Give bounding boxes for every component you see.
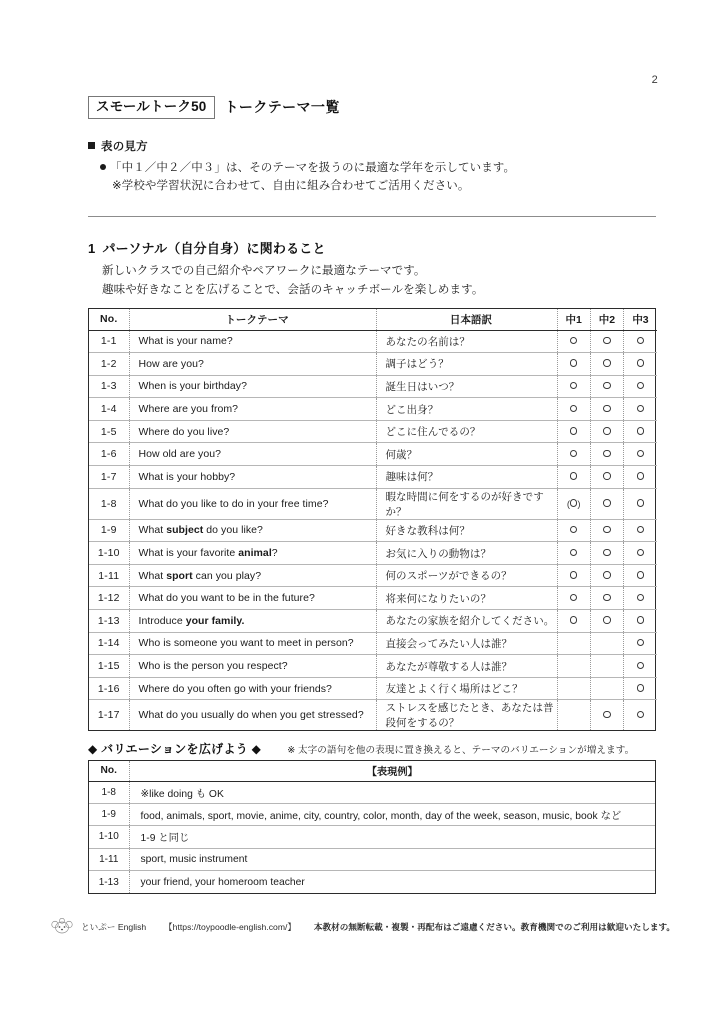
- row-grade-1-mark: [557, 610, 590, 633]
- row-grade-1-mark: [557, 677, 590, 700]
- circle-mark-icon: [570, 337, 578, 345]
- footer-brand: といぷー English: [81, 921, 147, 932]
- circle-mark-icon: [570, 359, 578, 367]
- row-japanese: 直接会ってみたい人は誰？: [376, 632, 557, 655]
- column-header-grade-1: 中1: [557, 309, 590, 330]
- title-badge: スモールトーク50: [88, 96, 215, 119]
- row-grade-2-mark: [590, 587, 623, 610]
- variation-row-example: 1-9 と同じ: [129, 826, 655, 848]
- circle-mark-icon: [570, 526, 578, 534]
- row-japanese: 暇な時間に何をするのが好きですか？: [376, 488, 557, 519]
- circle-mark-icon: [603, 337, 611, 345]
- variation-row: [89, 848, 655, 870]
- circle-mark-icon: [570, 616, 578, 624]
- row-grade-2-mark: [590, 443, 623, 466]
- row-grade-2-mark: [590, 375, 623, 398]
- row-japanese: どこに住んでるの？: [376, 420, 557, 443]
- table-row: [89, 488, 657, 519]
- circle-mark-icon: [637, 472, 645, 480]
- how-to-read-heading: [88, 138, 515, 157]
- row-grade-2-mark: [590, 610, 623, 633]
- row-number: 1-15: [97, 660, 120, 673]
- circle-mark-icon: [603, 711, 611, 719]
- circle-mark-icon: [603, 382, 611, 390]
- parenthesized-circle-mark-icon: ( ): [566, 498, 581, 510]
- variation-heading-row: [88, 740, 656, 757]
- row-number: 1-17: [97, 709, 120, 722]
- circle-mark-icon: [637, 662, 645, 670]
- row-number: 1-10: [97, 547, 120, 560]
- row-grade-1-mark: [557, 353, 590, 376]
- circle-mark-icon: [570, 571, 578, 579]
- row-theme: What do you like to do in your free time?: [129, 488, 376, 519]
- circle-mark-icon: [603, 359, 611, 367]
- row-theme: Where do you often go with your friends?: [129, 677, 376, 700]
- page-footer: [0, 918, 724, 935]
- theme-keyword: your family.: [185, 614, 245, 627]
- row-grade-3-mark: [624, 398, 657, 421]
- circle-mark-icon: [637, 711, 645, 719]
- row-grade-1-mark: [557, 420, 590, 443]
- row-number: 1-16: [97, 682, 120, 695]
- circle-mark-icon: [637, 405, 645, 413]
- row-number: 1-4: [100, 403, 117, 416]
- row-grade-3-mark: [624, 564, 657, 587]
- row-grade-3-mark: [624, 330, 657, 353]
- table-row: [89, 655, 657, 678]
- talk-theme-table: [88, 308, 656, 731]
- row-number: 1-14: [97, 637, 120, 650]
- row-number: 1-12: [97, 592, 120, 605]
- circle-mark-icon: [637, 594, 645, 602]
- theme-keyword: animal: [238, 547, 272, 560]
- section-desc-line-1: 新しいクラスでの自己紹介やペアワークに最適なテーマです。: [102, 265, 426, 277]
- row-number: 1-7: [100, 470, 117, 483]
- row-japanese: 誕生日はいつ？: [376, 375, 557, 398]
- row-grade-1-mark: [557, 700, 590, 731]
- row-japanese: 友達とよく行く場所はどこ？: [376, 677, 557, 700]
- row-theme: How old are you?: [129, 443, 376, 466]
- variation-row-example: your friend, your homeroom teacher: [129, 871, 655, 893]
- row-number: 1-6: [100, 448, 117, 461]
- circle-mark-icon: [603, 405, 611, 413]
- footer-url[interactable]: 【https://toypoodle-english.com/】: [164, 921, 297, 932]
- how-to-read-block: [88, 138, 515, 196]
- theme-keyword: sport: [166, 569, 193, 582]
- row-grade-2-mark: [590, 488, 623, 519]
- circle-mark-icon: [570, 427, 578, 435]
- square-bullet-icon: [88, 142, 95, 149]
- circle-mark-icon: [637, 499, 645, 507]
- circle-mark-icon: [603, 526, 611, 534]
- table-row: [89, 443, 657, 466]
- variation-row: [89, 781, 655, 803]
- circle-mark-icon: [603, 616, 611, 624]
- column-header-grade-2: 中2: [590, 309, 623, 330]
- how-to-read-line-2: ※学校や学習状況に合わせて、自由に組み合わせてご活用ください。: [112, 180, 470, 193]
- variation-column-header-example: 【表現例】: [129, 761, 655, 781]
- variation-header-row: [89, 761, 655, 781]
- footer-text: [81, 921, 675, 933]
- circle-mark-icon: [637, 359, 645, 367]
- section-block: [88, 238, 658, 299]
- row-grade-1-mark: [557, 398, 590, 421]
- variation-row-number: 1-13: [98, 876, 119, 888]
- row-number: 1-11: [98, 569, 120, 582]
- row-grade-3-mark: [624, 700, 657, 731]
- footer-notice: 本教材の無断転載・複製・再配布はご遠慮ください。教育機関でのご利用は歓迎いたします。: [313, 921, 675, 932]
- circle-mark-icon: [570, 382, 578, 390]
- row-theme: When is your birthday?: [129, 375, 376, 398]
- row-grade-2-mark: [590, 330, 623, 353]
- table-row: [89, 632, 657, 655]
- row-japanese: お気に入りの動物は？: [376, 542, 557, 565]
- section-divider: [88, 216, 656, 217]
- row-grade-1-mark: [557, 519, 590, 542]
- table-row: [89, 330, 657, 353]
- table-row: [89, 398, 657, 421]
- circle-mark-icon: [637, 571, 645, 579]
- row-japanese: あなたの名前は？: [376, 330, 557, 353]
- row-theme: Where do you live?: [129, 420, 376, 443]
- variation-row-number: 1-11: [99, 853, 119, 865]
- row-grade-2-mark: [590, 655, 623, 678]
- page-title: トークテーマ一覧: [224, 99, 340, 116]
- variation-row-example: food, animals, sport, movie, anime, city, country, color, month, day of the week, season, music, book など: [129, 803, 655, 825]
- table-row: [89, 420, 657, 443]
- table-row: [89, 564, 657, 587]
- row-japanese: 調子はどう？: [376, 353, 557, 376]
- circle-mark-icon: [637, 549, 645, 557]
- table-row: [89, 700, 657, 731]
- circle-mark-icon: [570, 499, 578, 507]
- section-title-label: パーソナル（自分自身）に関わること: [102, 241, 326, 256]
- theme-keyword: subject: [166, 524, 204, 537]
- row-grade-1-mark: [557, 587, 590, 610]
- row-grade-2-mark: [590, 542, 623, 565]
- row-number: 1-8: [100, 497, 117, 510]
- variation-heading: ◆ バリエーションを広げよう ◆: [88, 742, 262, 756]
- row-grade-3-mark: [624, 610, 657, 633]
- table-row: [89, 375, 657, 398]
- row-japanese: 何歳？: [376, 443, 557, 466]
- row-grade-1-mark: [557, 632, 590, 655]
- how-to-read-heading-label: 表の見方: [101, 141, 148, 153]
- variation-row-number: 1-10: [98, 831, 119, 843]
- circle-mark-icon: [570, 594, 578, 602]
- circle-mark-icon: [637, 427, 645, 435]
- row-grade-2-mark: [590, 564, 623, 587]
- row-theme: What sport can you play?: [129, 564, 376, 587]
- row-theme: Where are you from?: [129, 398, 376, 421]
- row-grade-3-mark: [624, 420, 657, 443]
- circle-mark-icon: [637, 382, 645, 390]
- poodle-logo-icon: [49, 918, 75, 935]
- column-header-japanese: 日本語訳: [376, 309, 557, 330]
- variation-row: [89, 871, 655, 893]
- row-japanese: 何のスポーツができるの？: [376, 564, 557, 587]
- variation-note: ※ 太字の語句を他の表現に置き換えると、テーマのバリエーションが増えます。: [287, 745, 635, 756]
- page-number: 2: [651, 74, 658, 86]
- row-theme: Who is the person you respect?: [129, 655, 376, 678]
- row-grade-1-mark: [557, 655, 590, 678]
- row-grade-3-mark: [624, 466, 657, 489]
- circle-mark-icon: [603, 549, 611, 557]
- variation-row: [89, 826, 655, 848]
- row-japanese: 好きな教科は何？: [376, 519, 557, 542]
- variation-table: [88, 760, 656, 894]
- row-theme: How are you?: [129, 353, 376, 376]
- variation-row-number: 1-8: [101, 786, 116, 798]
- circle-mark-icon: [603, 499, 611, 507]
- circle-mark-icon: [603, 571, 611, 579]
- row-number: 1-3: [100, 380, 117, 393]
- row-grade-3-mark: [624, 353, 657, 376]
- row-grade-2-mark: [590, 466, 623, 489]
- circle-mark-icon: [637, 616, 645, 624]
- row-japanese: 将来何になりたいの？: [376, 587, 557, 610]
- column-header-theme: トークテーマ: [129, 309, 376, 330]
- circle-mark-icon: [570, 472, 578, 480]
- table-row: [89, 610, 657, 633]
- row-theme: Introduce your family.: [129, 610, 376, 633]
- table-row: [89, 466, 657, 489]
- row-theme: Who is someone you want to meet in person?: [129, 632, 376, 655]
- table-row: [89, 542, 657, 565]
- row-grade-1-mark: [557, 466, 590, 489]
- row-grade-2-mark: [590, 353, 623, 376]
- row-grade-1-mark: [557, 488, 590, 519]
- circle-mark-icon: [637, 450, 645, 458]
- row-grade-1-mark: [557, 330, 590, 353]
- section-title: [88, 238, 658, 257]
- column-header-no: No.: [89, 309, 129, 330]
- row-grade-3-mark: [624, 542, 657, 565]
- how-to-read-line-1-text: 「中１／中２／中３」は、そのテーマを扱うのに最適な学年を示しています。: [110, 161, 516, 174]
- variation-row: [89, 803, 655, 825]
- row-japanese: ストレスを感じたとき、あなたは普段何をするの？: [376, 700, 557, 731]
- row-grade-3-mark: [624, 488, 657, 519]
- row-grade-2-mark: [590, 632, 623, 655]
- table-row: [89, 677, 657, 700]
- variation-row-number: 1-9: [101, 809, 116, 821]
- circle-mark-icon: [603, 472, 611, 480]
- row-grade-1-mark: [557, 443, 590, 466]
- row-japanese: 趣味は何？: [376, 466, 557, 489]
- row-number: 1-13: [97, 614, 120, 627]
- row-theme: What do you want to be in the future?: [129, 587, 376, 610]
- row-grade-1-mark: [557, 564, 590, 587]
- row-grade-1-mark: [557, 542, 590, 565]
- round-bullet-icon: [100, 164, 106, 170]
- row-number: 1-2: [100, 357, 117, 370]
- row-grade-3-mark: [624, 519, 657, 542]
- variation-table-body: [89, 781, 655, 893]
- variation-row-example: sport, music instrument: [129, 848, 655, 870]
- row-grade-1-mark: [557, 375, 590, 398]
- row-grade-3-mark: [624, 655, 657, 678]
- circle-mark-icon: [603, 427, 611, 435]
- circle-mark-icon: [637, 684, 645, 692]
- table-header-row: [89, 309, 657, 330]
- row-grade-2-mark: [590, 700, 623, 731]
- row-theme: What is your name?: [129, 330, 376, 353]
- table-row: [89, 353, 657, 376]
- row-grade-3-mark: [624, 587, 657, 610]
- row-japanese: あなたの家族を紹介してください。: [376, 610, 557, 633]
- section-number: 1: [88, 241, 96, 256]
- row-grade-2-mark: [590, 519, 623, 542]
- row-theme: What is your favorite animal?: [129, 542, 376, 565]
- circle-mark-icon: [603, 450, 611, 458]
- circle-mark-icon: [570, 549, 578, 557]
- circle-mark-icon: [637, 639, 645, 647]
- row-number: 1-5: [100, 425, 117, 438]
- section-desc-line-2: 趣味や好きなことを広げることで、会話のキャッチボールを楽しめます。: [102, 283, 484, 296]
- row-grade-2-mark: [590, 420, 623, 443]
- column-header-grade-3: 中3: [624, 309, 657, 330]
- row-grade-2-mark: [590, 398, 623, 421]
- circle-mark-icon: [570, 450, 578, 458]
- row-number: 1-1: [100, 335, 117, 348]
- table-body: [89, 330, 657, 730]
- circle-mark-icon: [637, 337, 645, 345]
- variation-column-header-no: No.: [89, 761, 129, 781]
- row-number: 1-9: [100, 524, 117, 537]
- row-grade-3-mark: [624, 632, 657, 655]
- row-japanese: どこ出身？: [376, 398, 557, 421]
- row-grade-3-mark: [624, 375, 657, 398]
- circle-mark-icon: [603, 594, 611, 602]
- row-theme: What is your hobby?: [129, 466, 376, 489]
- row-theme: What do you usually do when you get stressed?: [129, 700, 376, 731]
- circle-mark-icon: [637, 526, 645, 534]
- table-row: [89, 519, 657, 542]
- row-grade-3-mark: [624, 443, 657, 466]
- circle-mark-icon: [570, 405, 578, 413]
- row-theme: What subject do you like?: [129, 519, 376, 542]
- row-japanese: あなたが尊敬する人は誰？: [376, 655, 557, 678]
- row-grade-2-mark: [590, 677, 623, 700]
- table-row: [89, 587, 657, 610]
- document-title-row: [88, 96, 340, 119]
- row-grade-3-mark: [624, 677, 657, 700]
- how-to-read-line-1: [100, 159, 515, 178]
- variation-row-example: ※like doing も OK: [129, 781, 655, 803]
